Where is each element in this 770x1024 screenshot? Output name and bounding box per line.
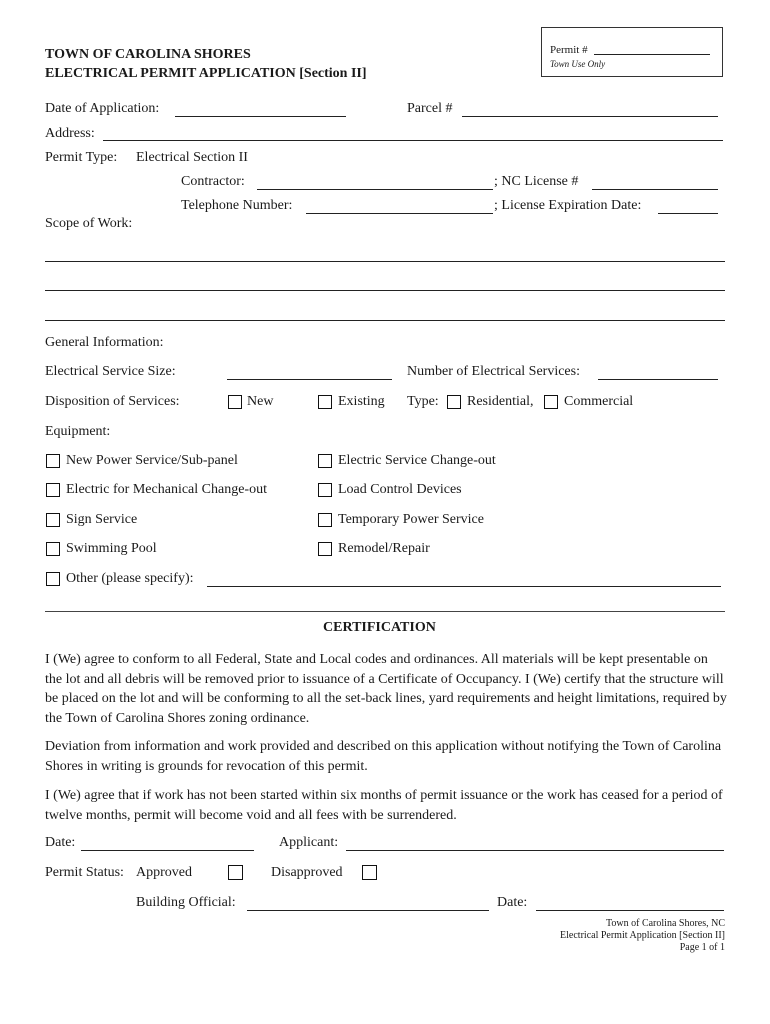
existing-label: Existing — [338, 394, 385, 409]
permit-type-label: Permit Type: — [45, 150, 118, 165]
section-divider — [45, 611, 725, 612]
swimming-pool-checkbox[interactable] — [46, 542, 60, 556]
disposition-label: Disposition of Services: — [45, 394, 180, 409]
load-control-label: Load Control Devices — [338, 482, 462, 497]
town-name: TOWN OF CAROLINA SHORES — [45, 47, 251, 62]
building-official-label: Building Official: — [136, 895, 236, 910]
approved-checkbox[interactable] — [228, 865, 243, 880]
permit-number-label: Permit # — [550, 44, 588, 56]
address-label: Address: — [45, 126, 95, 141]
footer — [560, 918, 725, 954]
footer-town: Town of Carolina Shores, NC — [605, 918, 725, 929]
existing-checkbox[interactable] — [318, 395, 332, 409]
town-use-only-label: Town Use Only — [550, 59, 606, 69]
permit-number-box — [541, 27, 723, 77]
footer-form-name: Electrical Permit Application [Section II] — [560, 930, 725, 941]
nc-license-field[interactable] — [592, 189, 718, 190]
scope-of-work-line-3[interactable] — [45, 320, 725, 321]
license-expiration-field[interactable] — [658, 213, 718, 214]
date-of-application-field[interactable] — [175, 116, 346, 117]
permit-number-field[interactable] — [594, 54, 710, 55]
number-of-services-label: Number of Electrical Services: — [407, 364, 580, 379]
disapproved-checkbox[interactable] — [362, 865, 377, 880]
footer-page-number: Page 1 of 1 — [679, 942, 725, 953]
sign-service-checkbox[interactable] — [46, 513, 60, 527]
residential-checkbox[interactable] — [447, 395, 461, 409]
new-checkbox[interactable] — [228, 395, 242, 409]
swimming-pool-label: Swimming Pool — [66, 541, 157, 556]
date-field[interactable] — [81, 850, 254, 851]
commercial-checkbox[interactable] — [544, 395, 558, 409]
service-change-out-label: Electric Service Change-out — [338, 453, 496, 468]
number-of-services-field[interactable] — [598, 379, 718, 380]
scope-of-work-line-1[interactable] — [45, 261, 725, 262]
general-information-heading: General Information: — [45, 335, 164, 350]
official-date-field[interactable] — [536, 910, 724, 911]
form-title: ELECTRICAL PERMIT APPLICATION [Section II] — [45, 66, 367, 81]
other-checkbox[interactable] — [46, 572, 60, 586]
certification-paragraph-2: Deviation from information and work provided and described on this application without notifying the Town of Carolina Shores in writing is grounds for revocation of this permit. — [45, 739, 722, 774]
permit-type-value: Electrical Section II — [136, 150, 248, 165]
certification-paragraph-1: I (We) agree to conform to all Federal, State and Local codes and ordinances. All materials will be kept presentable on the lot and all debris will be removed prior to issuance of a Certificate of Occupancy. I (We) certify that the structure will be placed on the lot and will be conforming to all the set-back lines, yard requirements and height limitations, required by the Town of Carolina Shores zoning ordinance. — [45, 652, 727, 726]
telephone-label: Telephone Number: — [181, 198, 293, 213]
service-size-label: Electrical Service Size: — [45, 364, 176, 379]
permit-status-label: Permit Status: — [45, 865, 124, 880]
residential-label: Residential, — [467, 394, 534, 409]
scope-of-work-line-2[interactable] — [45, 290, 725, 291]
equipment-heading: Equipment: — [45, 424, 111, 439]
new-label: New — [247, 394, 274, 409]
approved-label: Approved — [136, 865, 192, 880]
applicant-field[interactable] — [346, 850, 724, 851]
temporary-power-label: Temporary Power Service — [338, 512, 484, 527]
remodel-repair-checkbox[interactable] — [318, 542, 332, 556]
official-date-label: Date: — [497, 895, 528, 910]
disapproved-label: Disapproved — [271, 865, 343, 880]
contractor-label: Contractor: — [181, 174, 245, 189]
temporary-power-checkbox[interactable] — [318, 513, 332, 527]
certification-heading: CERTIFICATION — [323, 620, 436, 635]
other-specify-field[interactable] — [207, 586, 721, 587]
commercial-label: Commercial — [564, 394, 634, 409]
new-power-service-checkbox[interactable] — [46, 454, 60, 468]
parcel-label: Parcel # — [407, 101, 453, 116]
load-control-checkbox[interactable] — [318, 483, 332, 497]
license-expiration-label: ; License Expiration Date: — [494, 198, 642, 213]
sign-service-label: Sign Service — [66, 512, 138, 527]
contractor-field[interactable] — [257, 189, 493, 190]
telephone-field[interactable] — [306, 213, 493, 214]
mechanical-change-out-checkbox[interactable] — [46, 483, 60, 497]
mechanical-change-out-label: Electric for Mechanical Change-out — [66, 482, 267, 497]
parcel-field[interactable] — [462, 116, 718, 117]
date-label: Date: — [45, 835, 76, 850]
nc-license-label: ; NC License # — [494, 174, 579, 189]
service-change-out-checkbox[interactable] — [318, 454, 332, 468]
service-size-field[interactable] — [227, 379, 392, 380]
scope-of-work-label: Scope of Work: — [45, 216, 133, 231]
applicant-label: Applicant: — [279, 835, 339, 850]
other-label: Other (please specify): — [66, 571, 194, 586]
type-label: Type: — [407, 394, 439, 409]
certification-paragraph-3: I (We) agree that if work has not been started within six months of permit issuance or the work has ceased for a period of twelve months, permit will become void and all fees with be surrendered. — [45, 788, 723, 823]
address-field[interactable] — [103, 140, 723, 141]
remodel-repair-label: Remodel/Repair — [338, 541, 430, 556]
building-official-field[interactable] — [247, 910, 489, 911]
date-of-application-label: Date of Application: — [45, 101, 160, 116]
new-power-service-label: New Power Service/Sub-panel — [66, 453, 238, 468]
